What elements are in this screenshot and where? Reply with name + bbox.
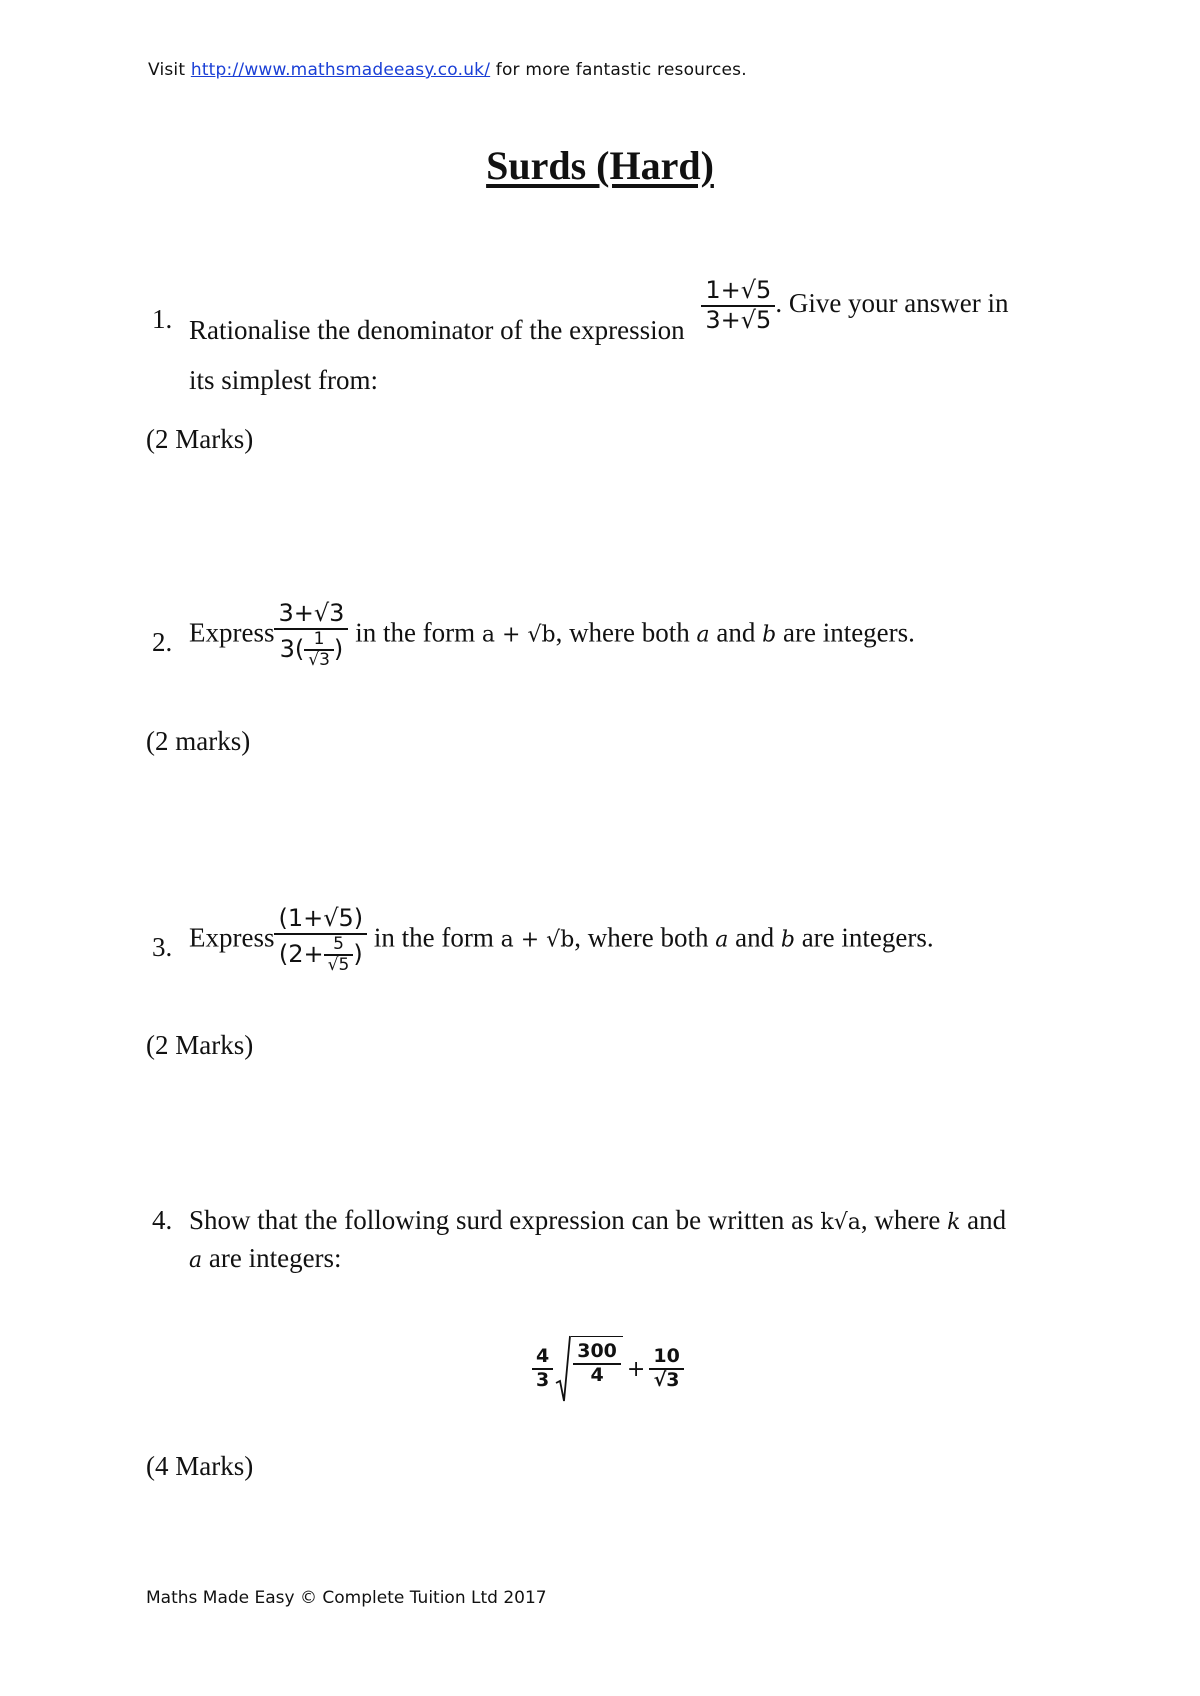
question-4-marks: (4 Marks) bbox=[146, 1451, 254, 1481]
question-4-text-c: and bbox=[960, 1205, 1007, 1235]
den-trail: ) bbox=[333, 635, 344, 664]
and-text: and bbox=[728, 922, 781, 953]
var-k: k bbox=[947, 1210, 961, 1235]
question-2-fraction bbox=[274, 600, 348, 671]
question-4-number: 4. bbox=[152, 1205, 173, 1235]
radical-sign bbox=[555, 1335, 571, 1403]
question-2-form: a + √b bbox=[481, 622, 556, 648]
question-2-number: 2. bbox=[152, 627, 173, 657]
question-3-text-after-3: are integers. bbox=[794, 922, 934, 953]
coefficient-fraction bbox=[532, 1346, 553, 1392]
second-fraction bbox=[649, 1346, 683, 1392]
question-4-expression bbox=[532, 1335, 684, 1403]
question-2-marks: (2 marks) bbox=[146, 726, 251, 756]
den-lead: (2+ bbox=[278, 940, 324, 969]
den-lead: 3( bbox=[279, 635, 305, 664]
question-2-numerator: 3+√3 bbox=[278, 599, 345, 627]
question-3-line bbox=[189, 905, 934, 976]
inner-denominator: √3 bbox=[308, 650, 330, 671]
var-b: b bbox=[780, 927, 795, 953]
var-a: a bbox=[715, 927, 729, 953]
question-1-text-after: . Give your answer in bbox=[775, 287, 1009, 318]
footer: Maths Made Easy © Complete Tuition Ltd 2017 bbox=[146, 1588, 547, 1608]
question-3-text-after-1: in the form bbox=[367, 922, 501, 953]
question-3-fraction bbox=[274, 905, 367, 976]
question-2-text-after-3: are integers. bbox=[776, 617, 915, 648]
question-3-number: 3. bbox=[152, 932, 173, 962]
inner-numerator: 1 bbox=[313, 628, 325, 649]
coef-denominator: 3 bbox=[536, 1369, 550, 1391]
question-4-line2 bbox=[189, 1243, 342, 1274]
var-b: b bbox=[762, 622, 777, 648]
question-1-fraction bbox=[701, 277, 775, 334]
inner-fraction bbox=[324, 935, 354, 976]
question-3-numerator: (1+√5) bbox=[278, 904, 364, 932]
inner-fraction bbox=[304, 630, 334, 671]
question-3-form: a + √b bbox=[500, 927, 575, 953]
question-2-text-after-2: , where both bbox=[555, 617, 697, 648]
question-2-denominator bbox=[276, 630, 348, 671]
question-1-numerator: 1+√5 bbox=[705, 276, 772, 304]
website-link[interactable]: http://www.mathsmadeeasy.co.uk/ bbox=[190, 60, 491, 80]
question-3-marks: (2 Marks) bbox=[146, 1030, 254, 1060]
question-1-text-before: Rationalise the denominator of the expression bbox=[189, 314, 685, 345]
second-denominator: √3 bbox=[653, 1369, 680, 1391]
header-suffix: for more fantastic resources. bbox=[490, 60, 747, 80]
question-2-line bbox=[189, 600, 915, 671]
plus-sign: + bbox=[626, 1356, 646, 1382]
question-4-text-a: Show that the following surd expression can be written as bbox=[189, 1205, 821, 1235]
and-text: and bbox=[709, 617, 763, 648]
second-numerator: 10 bbox=[653, 1345, 680, 1368]
question-1-denominator: 3+√5 bbox=[705, 305, 772, 334]
question-4-form: k√a bbox=[820, 1210, 861, 1235]
radicand bbox=[571, 1336, 623, 1387]
question-2-text-after-1: in the form bbox=[348, 617, 482, 648]
question-3-text-before: Express bbox=[189, 922, 275, 953]
header-line bbox=[148, 60, 747, 80]
question-3-text-after-2: , where both bbox=[574, 922, 716, 953]
question-3-denominator bbox=[275, 935, 367, 976]
question-1-line1 bbox=[189, 276, 1009, 345]
question-4-text-b: , where bbox=[860, 1205, 948, 1235]
question-4-line1 bbox=[189, 1205, 1006, 1236]
page-title: Surds (Hard) bbox=[486, 143, 714, 188]
question-1-marks: (2 Marks) bbox=[146, 424, 254, 454]
coef-numerator: 4 bbox=[536, 1345, 550, 1368]
inner-numerator: 5 bbox=[333, 933, 344, 954]
var-a: a bbox=[189, 1248, 203, 1273]
radicand-numerator: 300 bbox=[577, 1340, 617, 1362]
radicand-denominator: 4 bbox=[590, 1363, 604, 1386]
header-prefix: Visit bbox=[148, 60, 191, 80]
radicand-fraction bbox=[573, 1341, 621, 1387]
inner-denominator: √5 bbox=[327, 955, 350, 976]
question-1-number: 1. bbox=[152, 304, 173, 334]
den-trail: ) bbox=[353, 940, 363, 969]
question-2-text-before: Express bbox=[189, 617, 275, 648]
var-a: a bbox=[696, 622, 710, 648]
question-4-text-line2: are integers: bbox=[202, 1243, 342, 1273]
question-1-line2: its simplest from: bbox=[189, 365, 378, 395]
